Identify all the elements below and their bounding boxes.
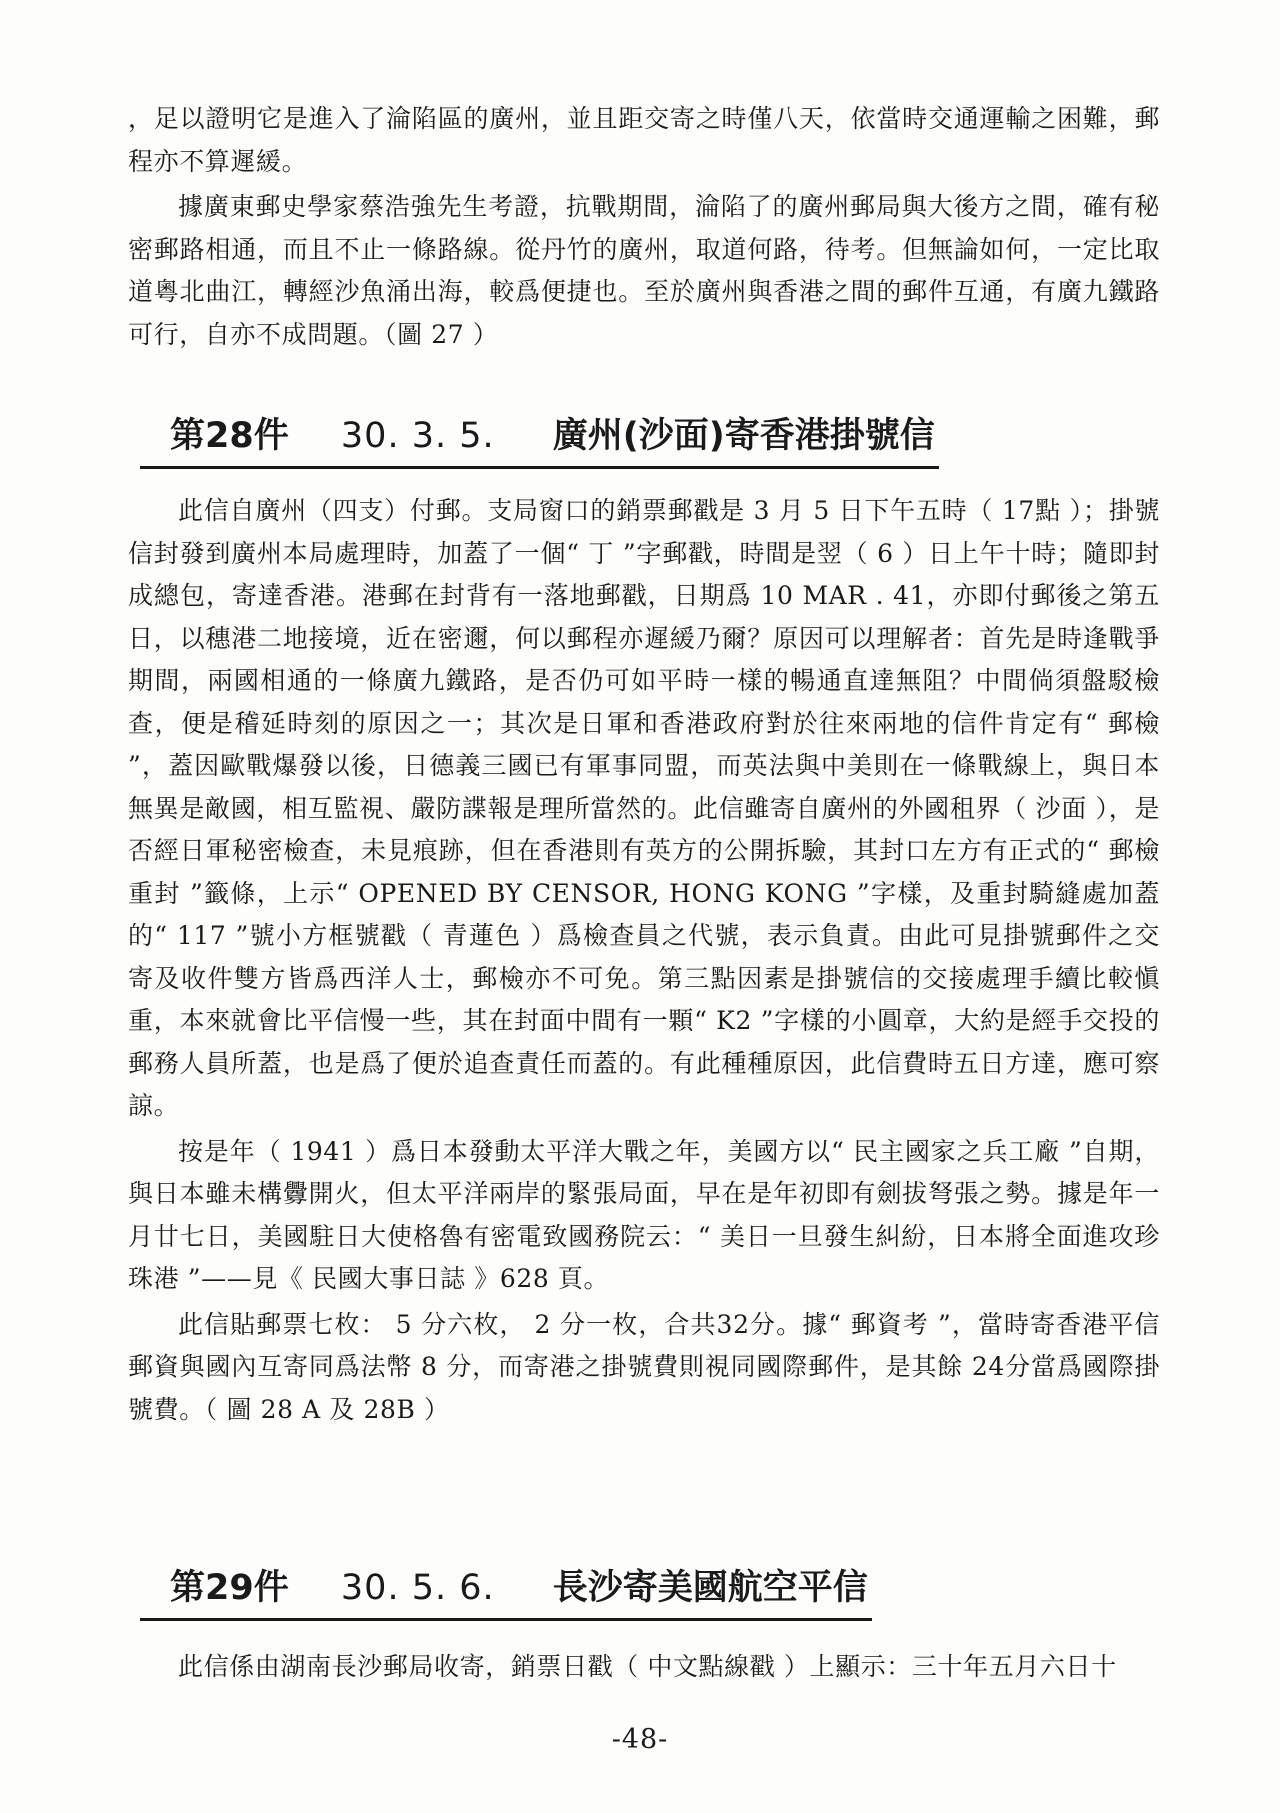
page-number: -48- [611, 1724, 669, 1755]
section-title: 長沙寄美國航空平信 [552, 1568, 868, 1608]
section-number: 第29件 [170, 1568, 289, 1608]
text-block-section-28 [128, 490, 1160, 1431]
paragraph: 此信貼郵票七枚： 5 分六枚， 2 分一枚，合共32分。據“ 郵資考 ”，當時寄香港平信郵資與國內互寄同爲法幣 8 分，而寄港之掛號費則視同國際郵件，是其餘 24分當爲國際掛號費。（ 圖 28 A 及 28B ） [128, 1309, 1160, 1424]
paragraph: 此信係由湖南長沙郵局收寄，銷票日戳（ 中文點線戳 ）上顯示：三十年五月六日十 [178, 1652, 1117, 1681]
section-number: 第28件 [170, 416, 289, 456]
text-block-section-29 [128, 1646, 1160, 1689]
paragraph: 此信自廣州（四支）付郵。支局窗口的銷票郵戳是 3 月 5 日下午五時（ 17點 ）；掛號信封發到廣州本局處理時，加蓋了一個“ 丁 ”字郵戳，時間是翌（ 6 ）日上午十時；隨即封成總包，寄達香港。港郵在封背有一落地郵戳，日期爲 10 MAR . 41，亦即付郵後之第五日，以穗港二地接境，近在密邇，何以郵程亦遲緩乃爾？原因可以理解者：首先是時逢戰爭期間，兩國相通的一條廣九鐵路，是否仍可如平時一樣的暢通直達無阻？中間倘須盤駁檢查，便是稽延時刻的原因之一；其次是日軍和香港政府對於往來兩地的信件肯定有“ 郵檢 ”，蓋因歐戰爆發以後，日德義三國已有軍事同盟，而英法與中美則在一條戰線上，與日本無異是敵國，相互監視、嚴防諜報是理所當然的。此信雖寄自廣州的外國租界（ 沙面 ），是否經日軍秘密檢查，未見痕跡，但在香港則有英方的公開拆驗，其封口左方有正式的“ 郵檢重封 ”籤條，上示“ OPENED BY CENSOR, HONG KONG ”字樣，及重封騎縫處加蓋的“ 117 ”號小方框號戳（ 青蓮色 ）爲檢查員之代號，表示負責。由此可見掛號郵件之交寄及收件雙方皆爲西洋人士，郵檢亦不可免。第三點因素是掛號信的交接處理手續比較愼重，本來就會比平信慢一些，其在封面中間有一顆“ K2 ”字樣的小圓章，大約是經手交投的郵務人員所蓋，也是爲了便於追查責任而蓋的。有此種種原因，此信費時五日方達，應可察諒。 [128, 496, 1160, 1120]
paragraph: ，足以證明它是進入了淪陷區的廣州，並且距交寄之時僅八天，依當時交通運輸之困難，郵程亦不算遲緩。 [128, 104, 1160, 176]
section-date: 30. 3. 5. [340, 416, 495, 456]
section-title: 廣州(沙面)寄香港掛號信 [552, 416, 935, 456]
section-heading-29 [140, 1562, 872, 1621]
section-date: 30. 5. 6. [340, 1568, 495, 1608]
paragraph: 據廣東郵史學家蔡浩強先生考證，抗戰期間，淪陷了的廣州郵局與大後方之間，確有秘密郵路相通，而且不止一條路線。從丹竹的廣州，取道何路，待考。但無論如何，一定比取道粵北曲江，轉經沙魚涌出海，較爲便捷也。至於廣州與香港之間的郵件互通，有廣九鐵路可行，自亦不成問題。（圖 27 ） [128, 192, 1160, 349]
section-heading-28 [140, 410, 939, 469]
paragraph: 按是年（ 1941 ）爲日本發動太平洋大戰之年，美國方以“ 民主國家之兵工廠 ”自期，與日本雖未構釁開火，但太平洋兩岸的緊張局面，早在是年初即有劍拔弩張之勢。據是年一月廿七日，美國駐日大使格魯有密電致國務院云：“ 美日一旦發生糾紛，日本將全面進攻珍珠港 ”——見《 民國大事日誌 》628 頁。 [128, 1136, 1160, 1293]
text-block-top [128, 98, 1160, 356]
